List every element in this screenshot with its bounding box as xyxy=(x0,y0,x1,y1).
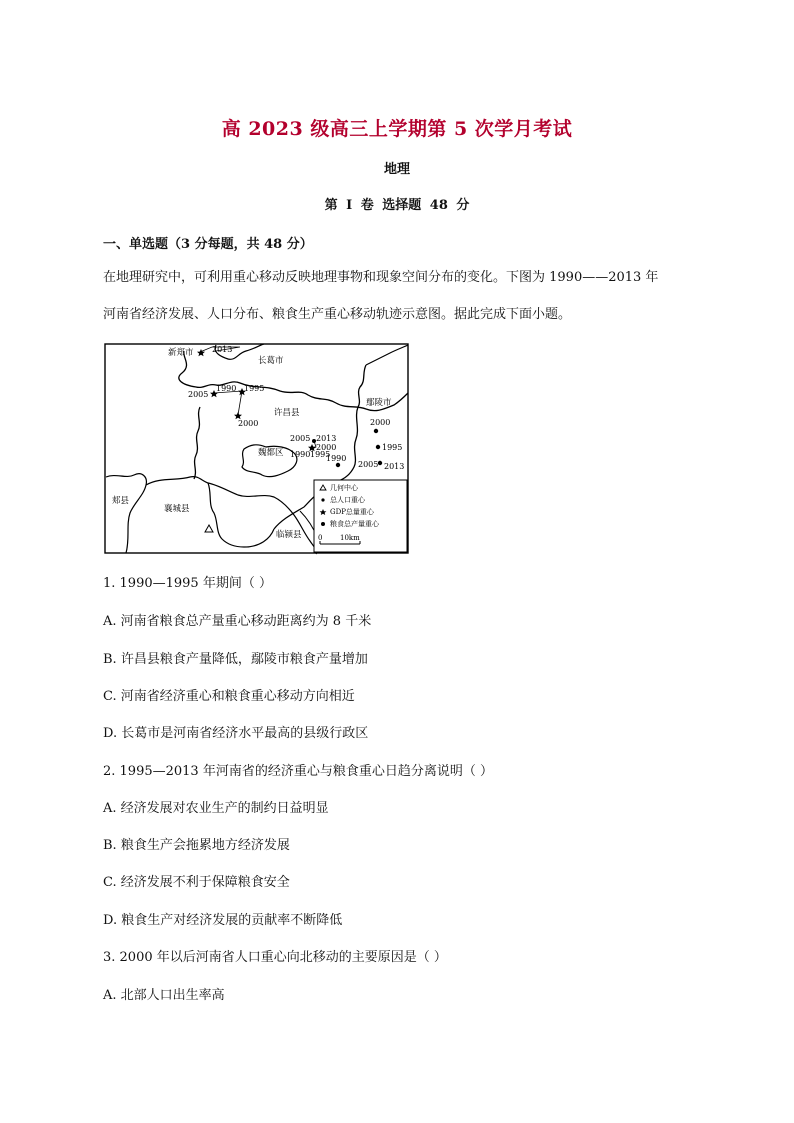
label-gdp-2005: 2005 xyxy=(188,390,209,399)
scale-ten: 10km xyxy=(340,534,360,542)
label-c-1990: 1990 xyxy=(290,450,311,459)
legend-grain-dot-icon xyxy=(321,522,325,526)
scale-zero: 0 xyxy=(318,534,323,542)
label-c-1995: 1995 xyxy=(310,450,331,459)
question-1-stem: 1. 1990—1995 年期间（ ） xyxy=(103,576,272,591)
label-xinzheng: 新郑市 xyxy=(168,348,194,358)
question-2-option-a[interactable]: A. 经济发展对农业生产的制约日益明显 xyxy=(103,801,329,816)
question-2-option-c[interactable]: C. 经济发展不利于保障粮食安全 xyxy=(103,875,290,890)
label-g-1995: 1995 xyxy=(382,443,403,452)
label-c-2005: 2005 xyxy=(290,434,311,443)
question-3-option-a[interactable]: A. 北部人口出生率高 xyxy=(103,988,225,1003)
label-weidu: 魏都区 xyxy=(258,448,284,458)
intro-line-1: 在地理研究中，可利用重心移动反映地理事物和现象空间分布的变化。下图为 1990——2013 年 xyxy=(103,270,659,285)
legend-geometric: 几何中心 xyxy=(330,484,358,492)
question-1-option-d[interactable]: D. 长葛市是河南省经济水平最高的县级行政区 xyxy=(103,726,369,741)
grain-marker-2000 xyxy=(374,429,378,433)
question-1-option-b[interactable]: B. 许昌县粮食产量降低，鄢陵市粮食产量增加 xyxy=(103,652,368,667)
label-pop-2013: 2013 xyxy=(212,345,233,354)
question-2-option-b[interactable]: B. 粮食生产会拖累地方经济发展 xyxy=(103,838,290,853)
label-g-2000: 2000 xyxy=(370,418,391,427)
legend-gdp: GDP总量重心 xyxy=(330,508,374,516)
label-jiaxian: 郏县 xyxy=(112,496,130,506)
label-g-2013: 2013 xyxy=(384,462,405,471)
legend-dot-icon xyxy=(321,498,324,501)
legend-grain: 粮食总产量重心 xyxy=(330,520,379,528)
grain-marker-1990 xyxy=(336,463,340,467)
legend-population: 总人口重心 xyxy=(330,496,365,504)
exam-title: 高 2023 级高三上学期第 5 次学月考试 xyxy=(221,118,573,140)
grain-marker-2005 xyxy=(378,461,382,465)
grain-marker-1995 xyxy=(376,445,380,449)
label-xiangcheng: 襄城县 xyxy=(164,504,190,514)
subject-title: 地理 xyxy=(383,162,410,177)
label-gdp-2000: 2000 xyxy=(238,419,259,428)
label-g-1990: 1990 xyxy=(326,454,347,463)
question-2-option-d[interactable]: D. 粮食生产对经济发展的贡献率不断降低 xyxy=(103,913,343,928)
label-linying: 临颍县 xyxy=(276,530,302,540)
label-c-2013: 2013 xyxy=(316,434,337,443)
label-changge: 长葛市 xyxy=(258,356,284,366)
label-c-2000: 2000 xyxy=(316,443,337,452)
label-yanling: 鄢陵市 xyxy=(366,398,392,408)
question-1-option-c[interactable]: C. 河南省经济重心和粮食重心移动方向相近 xyxy=(103,689,355,704)
section-heading: 一、单选题（3 分每题，共 48 分） xyxy=(103,237,313,252)
label-gdp-1990: 1990 xyxy=(216,384,237,393)
label-gdp-1995: 1995 xyxy=(244,384,265,393)
question-2-stem: 2. 1995—2013 年河南省的经济重心与粮食重心日趋分离说明（ ） xyxy=(103,764,493,779)
intro-line-2: 河南省经济发展、人口分布、粮食生产重心移动轨迹示意图。据此完成下面小题。 xyxy=(103,307,572,322)
gravity-center-map xyxy=(104,343,410,555)
question-1-option-a[interactable]: A. 河南省粮食总产量重心移动距离约为 8 千米 xyxy=(103,614,372,629)
part-title: 第 I 卷 选择题 48 分 xyxy=(324,198,470,213)
label-xuchang: 许昌县 xyxy=(274,408,300,418)
label-g-2005: 2005 xyxy=(358,460,379,469)
question-3-stem: 3. 2000 年以后河南省人口重心向北移动的主要原因是（ ） xyxy=(103,950,447,965)
